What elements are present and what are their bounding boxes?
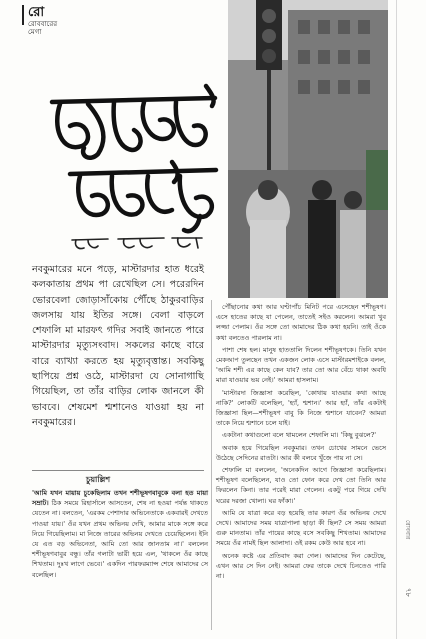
- page-number: ৭৮: [404, 588, 412, 598]
- paragraph: অনেক কষ্টে এর প্রতিবাদ করা গেল। আমাদের দিন কেটেছে, এখন আর সে দিন নেই। আমরা ফের তাকে দেখে চিনতেও পারি না।: [216, 551, 386, 581]
- paragraph: একটানা কথাগুলো বলে থামলেন শেফালি মা। 'কিছু বুঝলে?': [222, 431, 377, 440]
- author-signature-art: [68, 232, 208, 254]
- section-divider: [32, 470, 204, 471]
- masthead-logo: রো: [28, 5, 45, 20]
- street-photo-image: [228, 0, 388, 298]
- left-column-text: [32, 488, 208, 580]
- masthead: [22, 6, 82, 36]
- street-photo: [228, 0, 388, 298]
- paragraph: পাশা শেষ হল। মানুষ হাততালি দিলেন শশীভূষণকে। তিনি যখন মেকআপ তুলছেন তখন একজন লোক এসে মাস্টারমশাইকে বলল, 'আমি শশী এর কাছে কেন যাব? তার তো আর বেঁচে থাকা অবধি মারা যাওয়ার ভয় নেই।' আমরা হাসলাম।: [216, 345, 386, 385]
- paragraph: পৌঁছানোর কথা আর ঘণ্টাপাঁচ মিনিট পরে এসেছেন শশীভূষণ। এসে হাতের কাছে যা পেলেন, তাতেই সইও করলেন। আমরা খুব লজ্জা পেলাম। ওঁর সঙ্গে তো আমাদের ঠিক কথা হয়নি। তাই ওঁকে কথা বলতেও পারলাম না।: [216, 303, 386, 342]
- author-signature: [68, 232, 208, 254]
- paragraph: অবাক হয়ে গিয়েছিল নবকুমার। তখন চোখের সামনে ভেসে উঠেছে সেদিনের রাতটা। আর কী বলবে খুঁজে পায় না সে।: [216, 443, 386, 462]
- paragraph: 'মাস্টারদা জিজ্ঞাসা করেছিল, 'কোথায় যাওয়ার কথা আছে নাকি?' লোকটি বলেছিল, 'হ্যাঁ, শ্মশান।' আর হ্যাঁ, তাঁর একটাই জিজ্ঞাসা ছিল—শশীভূষণ বাবু কি নিজে শ্মশানে যাবেন? আমরা তাকে নিয়ে শ্মশানে চলে যাই।: [216, 388, 386, 428]
- column-divider: [211, 300, 212, 630]
- left-column-opening: 'আমি যখন মায়ায় চুকেছিলাম তখন শশীভূষণবাবুকে বলা হত মায়া সম্রাট।: [32, 489, 208, 508]
- margin-rule: [396, 0, 397, 639]
- masthead-subtitle-2: মেগা: [28, 28, 42, 36]
- masthead-subtitle-1: রোববারের: [28, 20, 58, 28]
- section-heading: চুয়াল্লিশ: [86, 475, 111, 484]
- right-column-text: [216, 302, 386, 583]
- side-label: রোববার: [404, 520, 411, 540]
- lead-paragraph: নবকুমারের মনে পড়ে, মাস্টারদার হাত ধরেই কলকাতায় প্রথম পা রেখেছিল সে। পরেরদিন ভোরবেলা জোড়াসাঁকোয় পৌঁছে ঠাকুরবাড়ির জলসায় যায় ইতির সঙ্গে। বেলা বাড়লে শেফালি মা মারফৎ গদির সবাই জানতে পারে মাস্টারদার মৃত্যুসংবাদ। সকলের কাছে বারে বারে ব্যাখ্যা করতে হয় মৃত্যুবৃত্তান্ত। সবকিছু ছাপিয়ে প্রশ্ন ওঠে, মাস্টারদা যে সোনাগাছি গিয়েছিল, তা তাঁর বাড়ির লোক জানলে কী ভাববে। শেষমেশ শ্মশানেও যাওয়া হয় না নবকুমারের।: [32, 264, 204, 428]
- article-title: [40, 58, 230, 248]
- left-column-body: ঠিক সময়ে রিহার্সালে আসতেন, শেষ না হওয়া পর্যন্ত থাকতে যেতেন না। বলতেন, 'এরকম পেশাদার অভিনেতাকে একবারই দেখতে পাওয়া যায়।' ওঁর যখন প্রথম অভিনয় দেখি, আমার মাকে সঙ্গে করে নিয়ে গিয়েছিলাম। মা নিজে তারের অভিনয় দেখতে চেয়েছিলেন। ইনি যে এত বড় অভিনেতা, আমি তো আর জানতাম না।' বললেন শশীভূষণবাবুর বন্ধু। তাঁর গলাটা ভারী হয়ে এল, 'থাকলে ওঁর কাছে শিখতাম। দুঃখ লাগে ভেবে।' একদিন পারফরম্যান্স শেষে আমাদের সে বলেছিল।: [32, 499, 208, 579]
- title-calligraphy: [40, 58, 230, 248]
- paragraph: শেফালি মা বললেন, 'অনেকদিন আগে জিজ্ঞাসা করেছিলাম। শশীভূষণ বলেছিলেন, যাও তো ফোন করে দেখ তো তিনি আর ফিরলেন কিনা। তার পরেই মারা গেলেন। একটু পরে গিয়ে দেখি ঘরের দরজা খোলা। ঘর ফাঁকা।': [216, 466, 386, 505]
- paragraph: আমি যে যাত্রা করে বড় হয়েছি তার কারণ ওঁর অভিনয় দেখে দেখে। আমাদের সময় যাত্রাপালা ছাড়া কী ছিল? সে সময় আমরা গুরু মানতাম। তাঁর পায়ের কাছে বসে সবকিছু শিখতাম। আমাদের সময়ে ওঁর নামই ছিল আলাদা। ওই রকম কেউ আর হবে না।: [216, 508, 386, 548]
